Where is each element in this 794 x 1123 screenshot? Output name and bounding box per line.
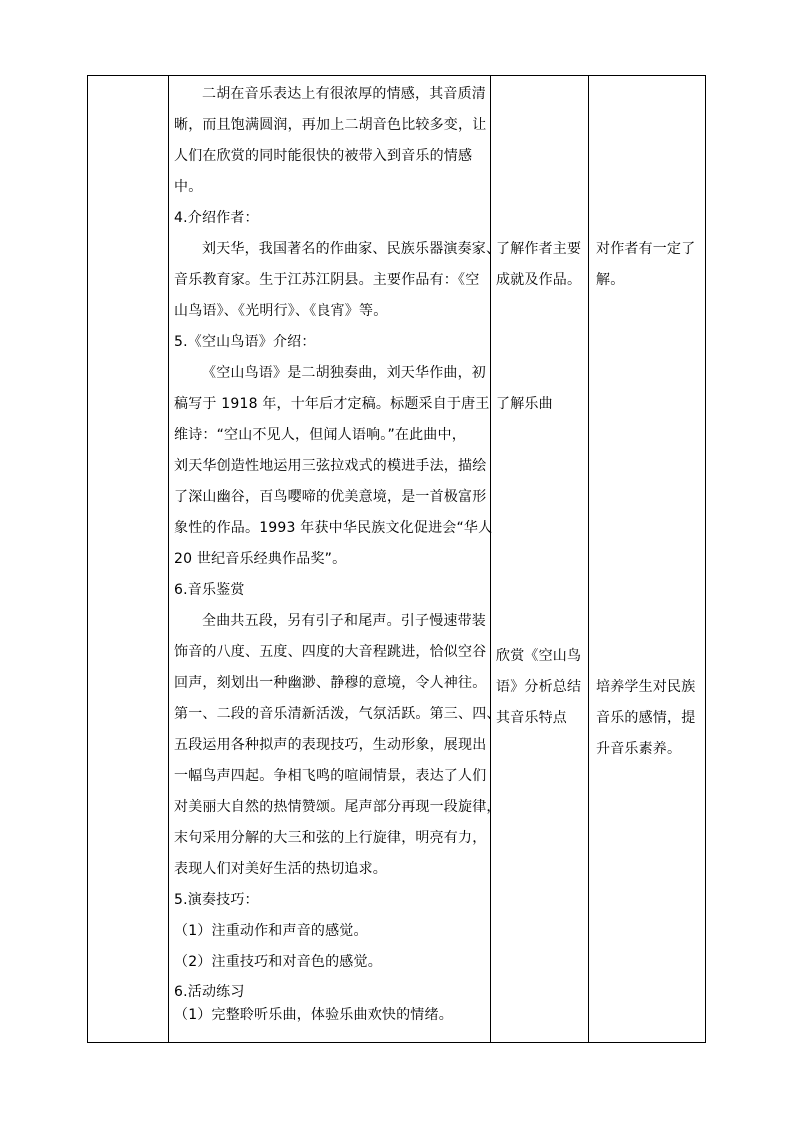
content-line: 饰音的八度、五度、四度的大音程跳进，恰似空谷 <box>174 644 487 660</box>
content-line: （1）完整聆听乐曲，体验乐曲欢快的情绪。 <box>174 1007 453 1023</box>
content-line: 音乐教育家。生于江苏江阴县。主要作品有：《空 <box>174 272 480 288</box>
column-divider <box>168 76 169 1042</box>
design-purpose-cell <box>596 234 704 296</box>
design-purpose-cell <box>596 672 704 765</box>
content-line: 对美丽大自然的热情赞颂。尾声部分再现一段旋律， <box>174 799 501 815</box>
lesson-table <box>87 75 706 1043</box>
purpose-line: 对作者有一定了 <box>596 241 696 257</box>
section-heading: 6.音乐鉴赏 <box>174 582 245 598</box>
student-activity-cell <box>496 641 589 734</box>
content-line: 回声，刻划出一种幽渺、静穆的意境，令人神往。 <box>174 675 487 691</box>
content-line: 稿写于 1918 年，十年后才定稿。标题采自于唐王 <box>174 396 490 412</box>
student-activity-line: 其音乐特点 <box>496 710 567 726</box>
content-line: 刘天华，我国著名的作曲家、民族乐器演奏家、 <box>202 241 501 257</box>
student-activity-line: 了解乐曲 <box>496 396 553 412</box>
content-line: 晰，而且饱满圆润，再加上二胡音色比较多变，让 <box>174 117 487 133</box>
content-line: 人们在欣赏的同时能很快的被带入到音乐的情感 <box>174 148 473 164</box>
content-line: 全曲共五段，另有引子和尾声。引子慢速带装 <box>202 613 486 629</box>
content-line: 刘天华创造性地运用三弦拉戏式的模进手法，描绘 <box>174 458 487 474</box>
student-activity-line: 了解作者主要 <box>496 241 582 257</box>
student-activity-cell <box>496 389 589 420</box>
content-line: 山鸟语》、《光明行》、《良宵》等。 <box>174 303 388 319</box>
content-line: 表现人们对美好生活的热切追求。 <box>174 861 387 877</box>
section-heading: 6.活动练习 <box>174 984 245 1000</box>
column-divider <box>588 76 589 1042</box>
section-heading: 5.演奏技巧： <box>174 892 259 908</box>
student-activity-line: 成就及作品。 <box>496 272 582 288</box>
content-line: 第一、二段的音乐清新活泼，气氛活跃。第三、四、 <box>174 706 501 722</box>
content-line: 20 世纪音乐经典作品奖”。 <box>174 551 347 567</box>
content-line: 维诗：“空山不见人，但闻人语响。”在此曲中， <box>174 427 466 443</box>
content-line: 《空山鸟语》是二胡独奏曲，刘天华作曲，初 <box>202 365 486 381</box>
section-heading: 4.介绍作者： <box>174 210 259 226</box>
teaching-content-cell <box>174 79 501 1029</box>
student-activity-line: 欣赏《空山鸟 <box>496 648 582 664</box>
content-line: （2）注重技巧和对音色的感觉。 <box>174 954 382 970</box>
content-line: 五段运用各种拟声的表现技巧，生动形象，展现出 <box>174 737 487 753</box>
content-line: 了深山幽谷，百鸟嘤啼的优美意境，是一首极富形 <box>174 489 487 505</box>
content-line: （1）注重动作和声音的感觉。 <box>174 923 368 939</box>
content-line: 末句采用分解的大三和弦的上行旋律，明亮有力， <box>174 830 487 846</box>
purpose-line: 培养学生对民族 <box>596 679 696 695</box>
student-activity-line: 语》分析总结 <box>496 679 582 695</box>
content-line: 象性的作品。1993 年获中华民族文化促进会“华人 <box>174 520 493 536</box>
student-activity-cell <box>496 234 589 296</box>
content-line: 一幅鸟声四起。争相飞鸣的喧闹情景，表达了人们 <box>174 768 487 784</box>
purpose-line: 升音乐素养。 <box>596 741 682 757</box>
section-heading: 5.《空山鸟语》介绍： <box>174 334 316 350</box>
purpose-line: 解。 <box>596 272 625 288</box>
content-line: 二胡在音乐表达上有很浓厚的情感，其音质清 <box>202 86 486 102</box>
content-line: 中。 <box>174 179 203 195</box>
purpose-line: 音乐的感情，提 <box>596 710 696 726</box>
